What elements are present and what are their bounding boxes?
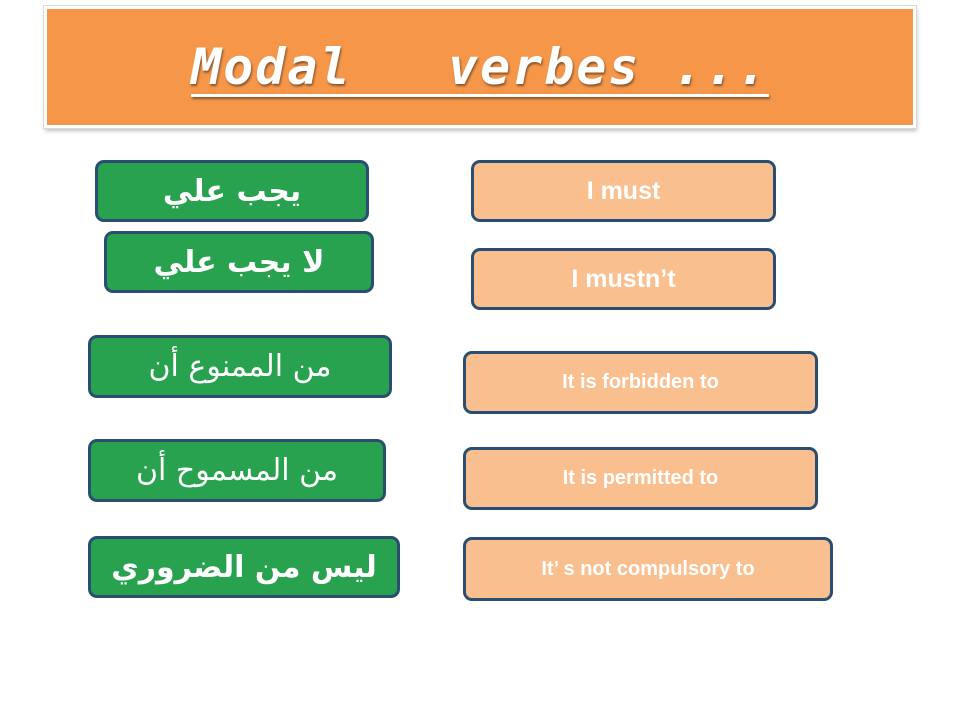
arabic-forbidden-box: من الممنوع أن — [88, 335, 392, 398]
english-permitted-box: It is permitted to — [463, 447, 818, 510]
slide-title: Modal verbes ... — [191, 38, 769, 96]
arabic-mustnt-box: لا يجب علي — [104, 231, 374, 293]
arabic-permitted-box: من المسموح أن — [88, 439, 386, 502]
english-forbidden-box: It is forbidden to — [463, 351, 818, 414]
english-mustnt-box: I mustn’t — [471, 248, 776, 310]
english-must-box: I must — [471, 160, 776, 222]
title-banner — [44, 6, 916, 128]
arabic-not-compulsory-box: ليس من الضروري — [88, 536, 400, 598]
arabic-must-box: يجب علي — [95, 160, 369, 222]
english-not-compulsory-box: It’ s not compulsory to — [463, 537, 833, 601]
